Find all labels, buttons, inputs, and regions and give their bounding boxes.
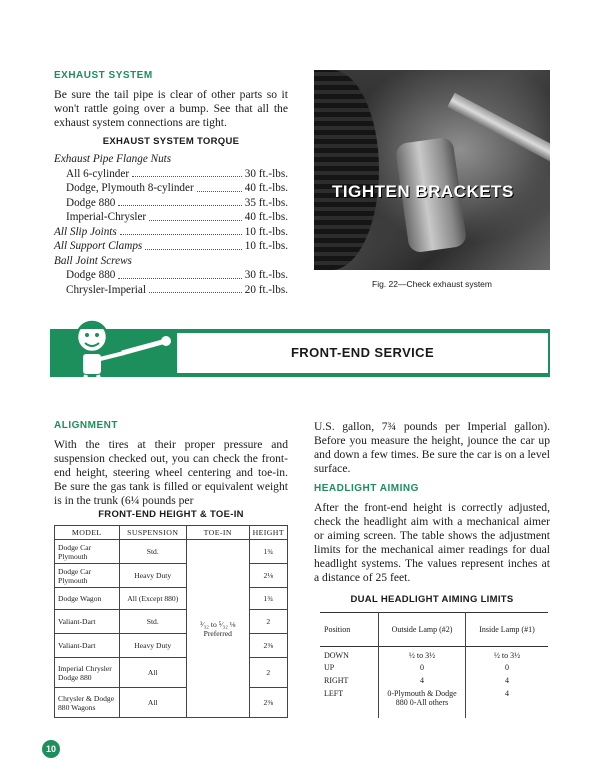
torque-label: Exhaust Pipe Flange Nuts <box>54 153 172 165</box>
cell-model: Dodge Car Plymouth <box>55 540 120 564</box>
exhaust-heading: EXHAUST SYSTEM <box>54 70 153 81</box>
cell-position: LEFT <box>324 688 344 698</box>
leader-dots <box>149 210 242 221</box>
cell-model: Dodge Car Plymouth <box>55 564 120 588</box>
torque-value: 40 ft.-lbs. <box>244 182 288 194</box>
leader-dots <box>118 268 241 279</box>
torque-label: All 6-cylinder <box>66 167 130 180</box>
cell-suspension: Std. <box>119 610 186 634</box>
torque-row <box>54 283 288 298</box>
banner-title: FRONT-END SERVICE <box>290 345 435 360</box>
col-header-position: Position <box>324 624 351 634</box>
leader-dots <box>132 167 242 178</box>
torque-label: Ball Joint Screws <box>54 254 132 267</box>
exhaust-torque-list <box>54 152 288 297</box>
torque-row <box>54 167 288 182</box>
torque-row <box>54 152 288 167</box>
col-header-height: HEIGHT <box>249 526 287 540</box>
mechanic-mascot-icon <box>62 313 172 393</box>
table-row <box>320 662 548 675</box>
leader-dots <box>118 196 241 207</box>
leader-dots <box>197 181 242 192</box>
cell-outside: 0-Plymouth & Dodge 880 0-All others <box>379 688 466 718</box>
torque-label: All Support Clamps <box>54 240 143 252</box>
cell-height: 1¾ <box>249 588 287 610</box>
torque-label: Imperial-Chrysler <box>66 211 147 223</box>
cell-suspension: All (Except 880) <box>119 588 186 610</box>
table-row <box>55 610 288 634</box>
torque-value: 40 ft.-lbs. <box>244 211 288 223</box>
cell-inside: 4 <box>466 675 549 688</box>
exhaust-photo <box>314 70 550 270</box>
cell-outside: 4 <box>379 675 466 688</box>
cell-height: 2 <box>249 658 287 688</box>
torque-row <box>54 225 288 240</box>
cell-outside: 0 <box>379 662 466 675</box>
table-row <box>55 564 288 588</box>
torque-row <box>54 268 288 283</box>
torque-row <box>54 181 288 196</box>
cell-suspension: Heavy Duty <box>119 564 186 588</box>
torque-value: 35 ft.-lbs. <box>244 196 288 209</box>
alignment-heading: ALIGNMENT <box>54 420 118 431</box>
leader-dots <box>145 239 242 250</box>
cell-inside: 4 <box>466 688 549 718</box>
exhaust-paragraph: Be sure the tail pipe is clear of other parts so it won't rattle going over a bump. See that all the exhaust system connections are tight. <box>54 88 288 129</box>
torque-label: Dodge, Plymouth 8-cylinder <box>66 182 194 194</box>
torque-value: 30 ft.-lbs. <box>244 269 288 281</box>
torque-label: Dodge 880 <box>66 196 116 209</box>
torque-row <box>54 254 288 269</box>
torque-value: 20 ft.-lbs. <box>244 283 288 296</box>
table-row <box>55 688 288 718</box>
leader-dots <box>149 283 242 294</box>
table-row <box>320 688 548 718</box>
cell-suspension: Heavy Duty <box>119 634 186 658</box>
alignment-continued: U.S. gallon, 7¾ pounds per Imperial gallon). Before you measure the height, jounce the car up and down a few times. Be sure the car is on a level surface. <box>314 420 550 475</box>
exhaust-torque-title: EXHAUST SYSTEM TORQUE <box>102 136 240 147</box>
torque-row <box>54 196 288 211</box>
cell-suspension: Std. <box>119 540 186 564</box>
cell-position: UP <box>324 663 335 673</box>
cell-height: 2⅛ <box>249 564 287 588</box>
cell-inside: 0 <box>466 662 549 675</box>
torque-row <box>54 239 288 254</box>
leader-dots <box>120 225 242 236</box>
cell-position: DOWN <box>324 651 349 660</box>
frontend-table-title: FRONT-END HEIGHT & TOE-IN <box>98 509 244 520</box>
cell-model: Dodge Wagon <box>55 588 120 610</box>
table-row <box>55 588 288 610</box>
aim-table-title: DUAL HEADLIGHT AIMING LIMITS <box>350 594 514 605</box>
cell-suspension: All <box>119 658 186 688</box>
page-number: 10 <box>42 740 60 758</box>
tire-shape <box>314 70 379 270</box>
torque-value: 10 ft.-lbs. <box>244 225 288 238</box>
table-row <box>320 675 548 688</box>
torque-row <box>54 210 288 225</box>
frontend-height-table <box>54 525 288 718</box>
table-row <box>55 540 288 564</box>
cell-height: 1¾ <box>249 540 287 564</box>
table-row <box>320 647 548 662</box>
col-header-outside: Outside Lamp (#2) <box>379 613 466 647</box>
torque-value: 30 ft.-lbs. <box>244 167 288 180</box>
exhaust-pipe-shape <box>447 93 550 163</box>
cell-model: Chrysler & Dodge 880 Wagons <box>55 688 120 718</box>
cell-model: Valiant-Dart <box>55 634 120 658</box>
col-header-inside: Inside Lamp (#1) <box>466 613 549 647</box>
cell-height: 2 <box>249 610 287 634</box>
table-row <box>55 634 288 658</box>
cell-height: 2⅜ <box>249 634 287 658</box>
col-header-model: MODEL <box>55 526 120 540</box>
cell-toe-in: ³⁄₃₂ to ⁵⁄₃₂ ⅛ Preferred <box>186 540 249 718</box>
torque-label: Chrysler-Imperial <box>66 283 146 296</box>
cell-height: 2⅜ <box>249 688 287 718</box>
figure-caption: Fig. 22—Check exhaust system <box>372 279 492 289</box>
col-header-toe-in: TOE-IN <box>186 526 249 540</box>
table-row <box>55 658 288 688</box>
cell-suspension: All <box>119 688 186 718</box>
cell-position: RIGHT <box>324 676 349 686</box>
torque-value: 10 ft.-lbs. <box>244 240 288 252</box>
col-header-suspension: SUSPENSION <box>119 526 186 540</box>
cell-inside: ½ to 3½ <box>466 647 549 662</box>
alignment-paragraph: With the tires at their proper pressure and suspension checked out, you can check the front-end height, steering wheel centering and toe-in. Be sure the gas tank is filled or equivalent weight is in the trunk (6¼ pounds per <box>54 438 288 507</box>
cell-model: Valiant-Dart <box>55 610 120 634</box>
headlight-paragraph: After the front-end height is correctly adjusted, check the headlight aim with a mechanical aimer or aiming screen. The table shows the adjustment limits for the mechanical aimer readings for dual headlight systems. The values represent inches at a distance of 25 feet. <box>314 501 550 584</box>
photo-overlay-label: TIGHTEN BRACKETS <box>332 182 514 201</box>
headlight-heading: HEADLIGHT AIMING <box>314 483 419 494</box>
cell-model: Imperial Chrysler Dodge 880 <box>55 658 120 688</box>
aiming-limits-table <box>320 612 548 718</box>
torque-label: Dodge 880 <box>66 269 116 281</box>
torque-label: All Slip Joints <box>54 225 117 238</box>
cell-outside: ½ to 3½ <box>379 647 466 662</box>
